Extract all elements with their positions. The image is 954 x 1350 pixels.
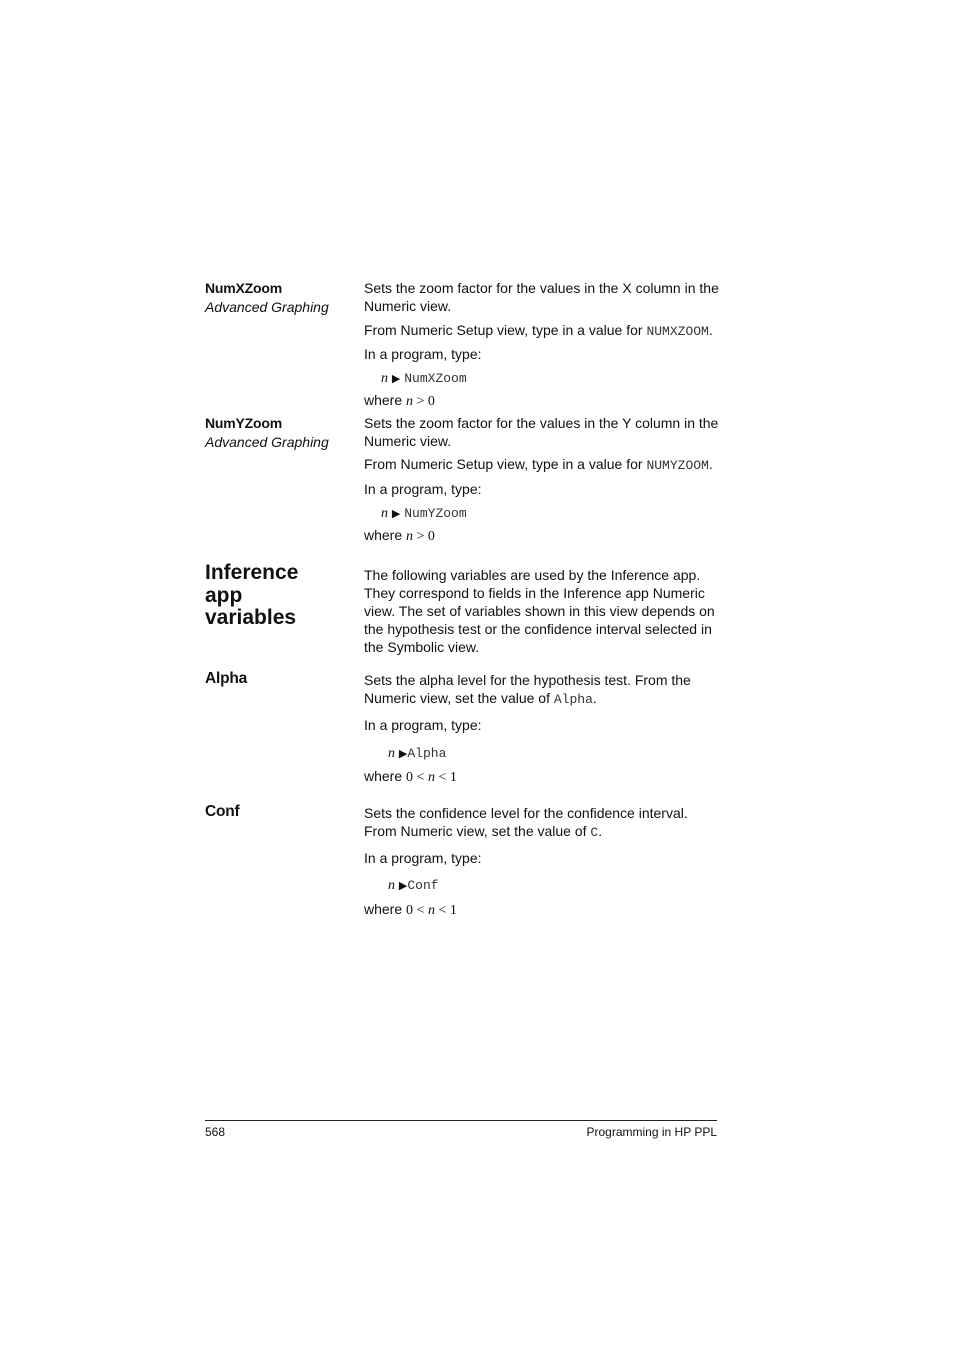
cond-rest: < 1 [434, 770, 457, 785]
desc-alpha: Sets the alpha level for the hypothesis test. From the Numeric view, set the value of Alpha. [364, 672, 691, 707]
page-number: 568 [205, 1125, 226, 1139]
where-label: where [364, 768, 403, 784]
program-intro-conf: In a program, type: [364, 850, 482, 866]
desc-conf: Sets the confidence level for the confidence interval. From Numeric view, set the value of C. [364, 805, 688, 840]
term-alpha: Alpha [205, 670, 248, 687]
code-var: n [381, 506, 388, 521]
term-conf: Conf [205, 803, 240, 820]
chapter-title: Programming in HP PPL [586, 1125, 717, 1139]
section-title-line1: Inference [205, 561, 299, 584]
desc-text: Sets the alpha level for the hypothesis test. From the Numeric view, set the value of [364, 672, 691, 706]
term-numxzoom: NumXZoom [205, 280, 282, 296]
term-numyzoom: NumYZoom [205, 415, 282, 431]
footer-divider [205, 1120, 717, 1121]
where-label: where [364, 392, 403, 408]
cond-var: n [427, 903, 435, 918]
cond-var: n [427, 770, 435, 785]
code-var: n [381, 371, 388, 386]
section-title [205, 562, 345, 630]
desc-code: Alpha [553, 692, 593, 707]
desc-text: Sets the confidence level for the confidence interval. From Numeric view, set the value of [364, 805, 688, 839]
where-numyzoom [364, 526, 720, 546]
setup-text: From Numeric Setup view, type in a value for [364, 322, 647, 338]
store-arrow-icon: ▶ [391, 373, 401, 385]
program-intro-numyzoom: In a program, type: [364, 481, 482, 497]
code-numyzoom [381, 503, 467, 523]
where-conf [364, 900, 720, 920]
code-name: Alpha [407, 746, 447, 761]
cond-rest: > 0 [413, 529, 435, 544]
setup-numxzoom: From Numeric Setup view, type in a value for NUMXZOOM. [364, 322, 713, 339]
desc-code: C [590, 825, 599, 840]
where-numxzoom [364, 391, 720, 411]
entry-numxzoom-heading [205, 279, 355, 316]
cond-var: n [406, 529, 414, 544]
section-title-line3: variables [205, 606, 297, 629]
cond-rest: < 1 [434, 903, 457, 918]
where-label: where [364, 901, 403, 917]
setup-text: From Numeric Setup view, type in a value for [364, 456, 647, 472]
section-title-line2: app [205, 583, 243, 607]
where-label: where [364, 527, 403, 543]
cond-var: n [406, 394, 414, 409]
code-var: n [388, 746, 395, 761]
app-name-numyzoom: Advanced Graphing [205, 434, 329, 450]
entry-numyzoom-heading [205, 414, 355, 451]
program-intro-numxzoom: In a program, type: [364, 346, 482, 362]
code-alpha [388, 743, 446, 763]
store-arrow-icon: ▶ [398, 880, 408, 892]
cond-left: 0 < [406, 903, 428, 918]
where-alpha [364, 767, 720, 787]
cond-left: 0 < [406, 770, 428, 785]
desc-numyzoom: Sets the zoom factor for the values in the Y column in the Numeric view. [364, 415, 719, 449]
code-name: Conf [407, 878, 439, 893]
desc-numxzoom: Sets the zoom factor for the values in the X column in the Numeric view. [364, 280, 719, 314]
code-numxzoom [381, 368, 467, 388]
program-intro-alpha: In a program, type: [364, 717, 482, 733]
code-conf [388, 875, 439, 895]
app-name-numxzoom: Advanced Graphing [205, 299, 329, 315]
cond-rest: > 0 [413, 394, 435, 409]
section-intro: The following variables are used by the Inference app. They correspond to fields in the Inference app Numeric view. The set of variables shown in this view depends on the hypothesis test or the confidence interval selected in the Symbolic view. [364, 567, 715, 655]
entry-conf-heading [205, 803, 355, 821]
code-name: NumYZoom [404, 506, 467, 521]
store-arrow-icon: ▶ [398, 748, 408, 760]
store-arrow-icon: ▶ [391, 508, 401, 520]
setup-numyzoom: From Numeric Setup view, type in a value for NUMYZOOM. [364, 456, 713, 473]
code-name: NumXZoom [404, 371, 467, 386]
code-var: n [388, 878, 395, 893]
entry-alpha-heading [205, 670, 355, 688]
setup-code: NUMYZOOM [646, 458, 709, 473]
setup-code: NUMXZOOM [646, 324, 709, 339]
